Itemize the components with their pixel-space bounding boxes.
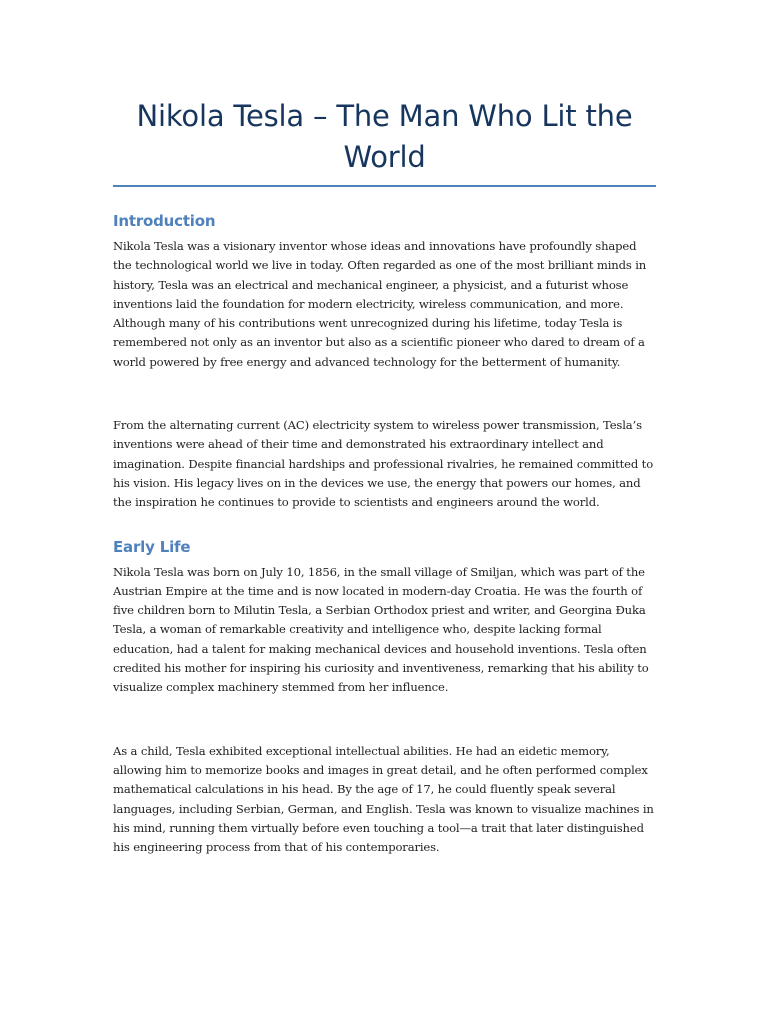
section-heading-introduction: Introduction — [113, 212, 216, 230]
section-introduction — [113, 211, 656, 513]
section-heading-early-life: Early Life — [113, 537, 191, 556]
paragraph-introduction-1: Nikola Tesla was a visionary inventor whose ideas and innovations have profoundly shaped the technological world we live in today. Often regarded as one of the most brilliant minds in history, Tesla was an electrical and mechanical engineer, a physicist, and a futurist whose inventions laid the foundation for modern electricity, wireless communication, and more. Although many of his contributions went unrecognized during his lifetime, today Tesla is remembered not only as an inventor but also as a scientific pioneer who dared to dream of a world powered by free energy and advanced technology for the betterment of humanity. — [113, 239, 647, 369]
paragraph-introduction-2: From the alternating current (AC) electricity system to wireless power transmission, Tesla’s inventions were ahead of their time and demonstrated his extraordinary intellect and imagination. Despite financial hardships and professional rivalries, he remained committed to his vision. His legacy lives on in the devices we use, the energy that powers our homes, and the inspiration he continues to provide to scientists and engineers around the world. — [113, 418, 654, 510]
document-page — [113, 88, 656, 857]
section-spacer — [113, 513, 656, 537]
paragraph-early-life-2: As a child, Tesla exhibited exceptional intellectual abilities. He had an eidetic memory, allowing him to memorize books and images in great detail, and he often performed complex mathematical calculations in his head. By the age of 17, he could fluently speak several languages, including Serbian, German, and English. Tesla was known to visualize machines in his mind, running them virtually before even touching a tool—a trait that later distinguished his engineering process from that of his contemporaries. — [113, 743, 654, 855]
section-early-life — [113, 537, 656, 858]
document-title: Nikola Tesla – The Man Who Lit the World — [136, 99, 633, 174]
paragraph-spacer — [113, 698, 656, 742]
paragraph-spacer — [113, 372, 656, 416]
title-underline — [113, 185, 656, 187]
paragraph-early-life-1: Nikola Tesla was born on July 10, 1856, in the small village of Smiljan, which was part of the Austrian Empire at the time and is now located in modern-day Croatia. He was the fourth of five children born to Milutin Tesla, a Serbian Orthodox priest and writer, and Georgina Đuka Tesla, a woman of remarkable creativity and intelligence who, despite lacking formal education, had a talent for making mechanical devices and household inventions. Tesla often credited his mother for inspiring his curiosity and inventiveness, remarking that his ability to visualize complex machinery stemmed from her influence. — [113, 564, 649, 695]
